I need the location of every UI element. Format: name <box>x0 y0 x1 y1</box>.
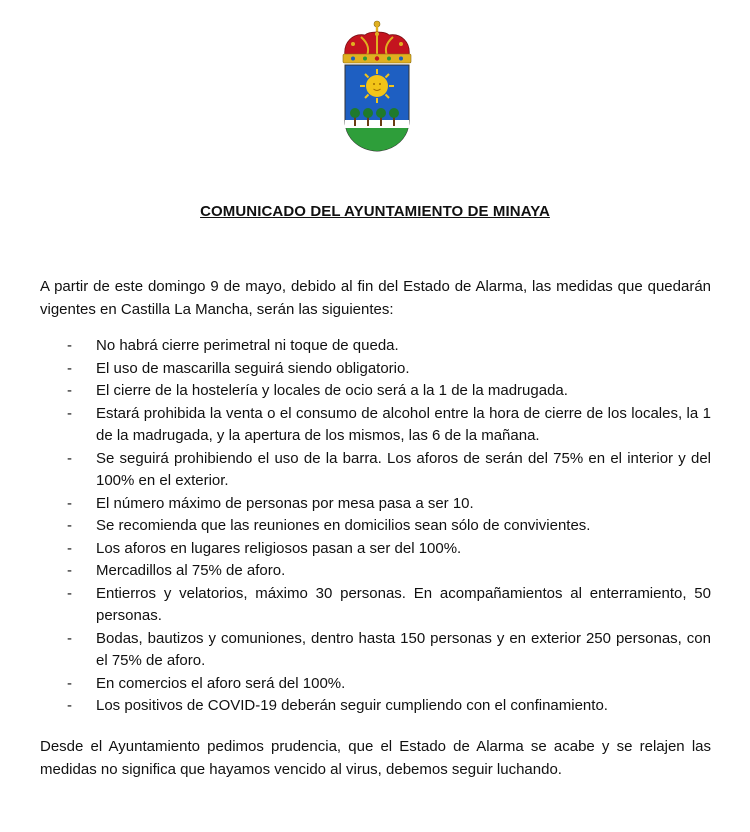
list-item-text: Mercadillos al 75% de aforo. <box>96 562 286 579</box>
list-item <box>40 538 711 561</box>
list-item <box>40 628 711 673</box>
list-item-text: Se recomienda que las reuniones en domicilios sean sólo de convivientes. <box>96 517 591 534</box>
document-title: COMUNICADO DEL AYUNTAMIENTO DE MINAYA <box>200 203 550 220</box>
list-item <box>40 583 711 628</box>
measures-list <box>40 335 711 718</box>
shield-icon <box>345 65 409 151</box>
list-item-text: El uso de mascarilla seguirá siendo obligatorio. <box>96 359 410 377</box>
list-bullet: - <box>67 449 72 467</box>
list-item-text: Los aforos en lugares religiosos pasan a ser del 100%. <box>96 539 462 557</box>
list-item <box>40 335 711 358</box>
list-item-text: Estará prohibida la venta o el consumo de alcohol entre la hora de cierre de los locales, la 1 de la madrugada, y la apertura de los mismos, las 6 de la mañana. <box>96 404 711 444</box>
list-bullet: - <box>67 337 72 354</box>
list-item-text: El cierre de la hostelería y locales de ocio será a la 1 de la madrugada. <box>96 382 568 399</box>
list-bullet: - <box>67 562 72 579</box>
list-item <box>40 673 711 696</box>
list-bullet: - <box>67 629 72 647</box>
list-bullet: - <box>67 584 72 602</box>
list-item-text: El número máximo de personas por mesa pasa a ser 10. <box>96 494 474 512</box>
coat-of-arms-icon <box>339 20 415 154</box>
list-bullet: - <box>67 494 72 512</box>
list-item <box>40 560 711 583</box>
list-item <box>40 358 711 381</box>
list-item <box>40 403 711 448</box>
list-bullet: - <box>67 674 72 692</box>
list-item-text: Entierros y velatorios, máximo 30 personas. En acompañamientos al enterramiento, 50 personas. <box>96 584 711 624</box>
list-item <box>40 448 711 493</box>
list-item-text: No habrá cierre perimetral ni toque de queda. <box>96 337 399 354</box>
list-item-text: Se seguirá prohibiendo el uso de la barra. Los aforos de serán del 75% en el interior y del 100% en el exterior. <box>96 449 711 489</box>
list-item-text: En comercios el aforo será del 100%. <box>96 674 346 692</box>
closing-paragraph: Desde el Ayuntamiento pedimos prudencia, que el Estado de Alarma se acabe y se relajen las medidas no significa que hayamos vencido al virus, debemos seguir luchando. <box>40 738 711 778</box>
list-bullet: - <box>67 539 72 557</box>
list-item <box>40 493 711 516</box>
list-bullet: - <box>67 404 72 422</box>
list-item-text: Bodas, bautizos y comuniones, dentro hasta 150 personas y en exterior 250 personas, con el 75% de aforo. <box>96 629 711 669</box>
list-bullet: - <box>67 382 72 399</box>
list-item <box>40 515 711 538</box>
list-bullet: - <box>67 517 72 534</box>
list-item <box>40 695 711 718</box>
crown-icon <box>343 21 411 63</box>
list-item <box>40 380 711 403</box>
intro-paragraph: A partir de este domingo 9 de mayo, debido al fin del Estado de Alarma, las medidas que quedarán vigentes en Castilla La Mancha, serán las siguientes: <box>40 278 711 318</box>
list-item-text: Los positivos de COVID-19 deberán seguir cumpliendo con el confinamiento. <box>96 697 608 714</box>
list-bullet: - <box>67 359 72 377</box>
list-bullet: - <box>67 697 72 714</box>
